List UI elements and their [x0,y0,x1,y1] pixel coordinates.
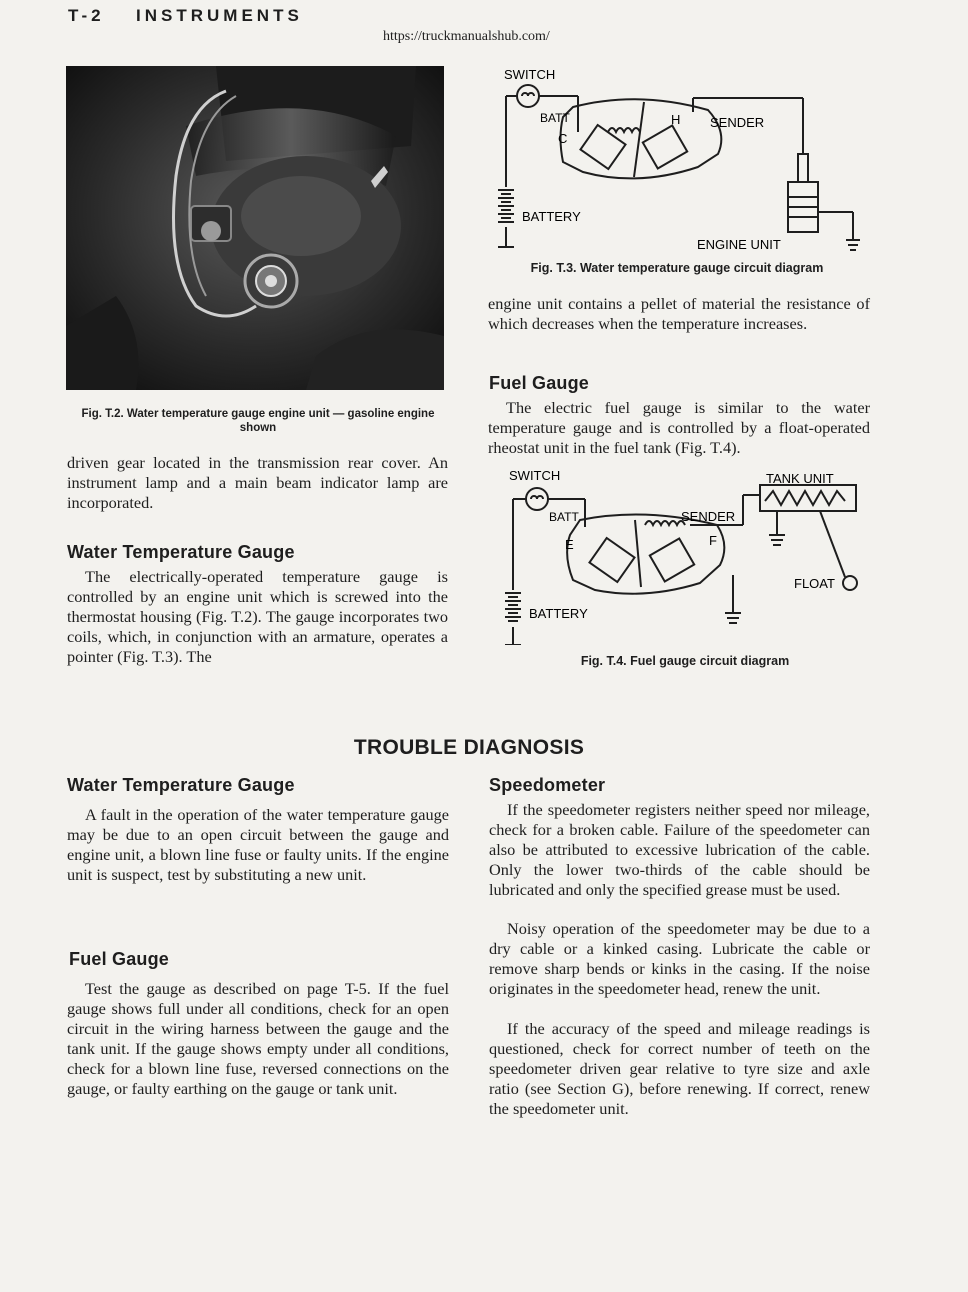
t3-battery-label: BATTERY [522,209,581,224]
t4-float-label: FLOAT [794,576,835,591]
source-url[interactable]: https://truckmanualshub.com/ [383,29,550,44]
fuel-gauge-heading: Fuel Gauge [489,373,590,393]
water-gauge-paragraph: The electrically-operated temperature gauge is controlled by an engine unit which is screwed into the thermostat housing (Fig. T.2). The gauge incorporates two coils, which, in conjunction with an armature, operates a pointer (Fig. T.3). The [67,567,448,666]
td-fuel-heading: Fuel Gauge [69,949,170,969]
td-speedometer-paragraph-1: If the speedometer registers neither speed nor mileage, check for a broken cable. Failure of the speedometer can also be attributed to excessive lubrication of the cable. Only the lower two-thirds of the cable should be lubricated and only the specified grease must be used. [489,800,870,899]
t3-c-label: C [558,131,568,146]
t3-switch-label: SWITCH [504,67,556,82]
water-gauge-circuit-diagram [488,62,868,262]
t4-battery-label: BATTERY [529,606,588,621]
t3-batt-label: BATT [540,111,570,125]
fig-t2-caption: Fig. T.2. Water temperature gauge engine unit — gasoline engine shown [81,408,435,434]
engine-unit-paragraph: engine unit contains a pellet of material the resistance of which decreases when the temperature increases. [488,294,870,333]
t3-engine-unit-label: ENGINE UNIT [697,237,781,252]
page-header [68,6,303,26]
td-speedometer-heading: Speedometer [489,775,606,795]
td-speedometer-paragraph-3: If the accuracy of the speed and mileage readings is questioned, check for correct number of teeth on the speedometer driven gear relative to tyre size and axle ratio (see Section G), before renewing. If correct, renew the speedometer unit. [489,1019,870,1118]
td-water-heading: Water Temperature Gauge [67,775,295,795]
t4-e-label: E [565,537,574,552]
page-code: T-2 [68,6,105,25]
t3-sender-label: SENDER [710,115,765,130]
engine-unit-photo-image [66,66,444,390]
fuel-gauge-paragraph: The electric fuel gauge is similar to the water temperature gauge and is controlled by a float-operated rheostat unit in the fuel tank (Fig. T.4). [488,398,870,457]
td-speedometer-paragraph-2: Noisy operation of the speedometer may be due to a dry cable or a kinked casing. Lubricate the cable or remove sharp bends or kinks in the casing. If the noise originates in the speedometer head, renew the unit. [489,919,870,998]
t4-f-label: F [709,533,717,548]
td-fuel-paragraph: Test the gauge as described on page T-5. If the fuel gauge shows full under all conditions, check for an open circuit in the wiring harness between the gauge and the tank unit. If the gauge shows empty under all conditions, check for a blown line fuse, reversed connections on the gauge, or faulty earthing on the gauge or tank unit. [67,979,449,1098]
t4-sender-label: SENDER [681,509,736,524]
t4-batt-label: BATT [549,510,579,524]
engine-unit-photo [66,66,444,390]
t3-h-label: H [671,112,681,127]
t4-tank-unit-label: TANK UNIT [766,471,834,486]
water-gauge-heading: Water Temperature Gauge [67,542,295,562]
t4-switch-label: SWITCH [509,468,561,483]
td-water-paragraph: A fault in the operation of the water temperature gauge may be due to an open circuit between the gauge and engine unit, a blown line fuse or faulty units. If the engine unit is suspect, test by substituting a new unit. [67,805,449,884]
section-title: INSTRUMENTS [136,6,303,25]
fig-t4-caption: Fig. T.4. Fuel gauge circuit diagram [580,654,790,668]
trouble-diagnosis-title: TROUBLE DIAGNOSIS [353,736,585,759]
intro-paragraph: driven gear located in the transmission rear cover. An instrument lamp and a main beam indicator lamp are incorporated. [67,453,448,512]
fuel-gauge-circuit-diagram [495,465,867,645]
fig-t3-caption: Fig. T.3. Water temperature gauge circuit diagram [530,261,824,275]
